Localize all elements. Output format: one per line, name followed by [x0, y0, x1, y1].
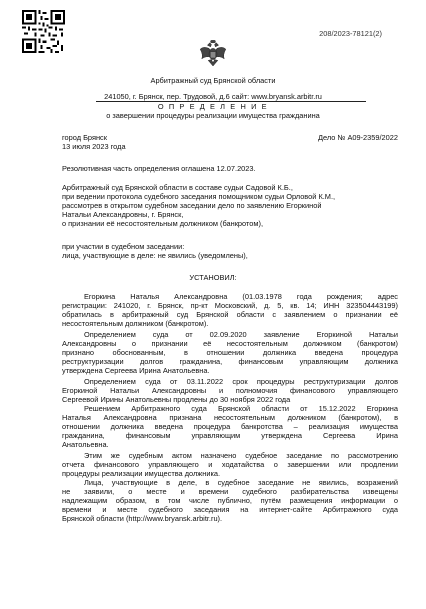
paragraph-line: Определением суда от 02.09.2020 заявление Егоркиной Натальи	[84, 330, 398, 339]
paragraph-line: Анатольевна.	[62, 440, 109, 449]
paragraph-line: не заявили, о месте и времени судебного разбирательства извещены	[62, 487, 398, 496]
paragraph	[62, 451, 398, 478]
paragraph-line: процедуры реализации имущества должника.	[62, 469, 221, 478]
attendance-line: при участии в судебном заседании:	[62, 242, 185, 251]
paragraph	[62, 292, 398, 328]
paragraph-line: Определением суда от 03.11.2022 срок процедуры реструктуризации долгов	[84, 377, 398, 386]
section-heading: УСТАНОВИЛ:	[189, 273, 237, 282]
court-name: Арбитражный суд Брянской области	[150, 76, 276, 85]
paragraph-line: Егоркиной Натальи Александровны и полномочия финансового управляющего	[62, 386, 398, 395]
document-number: 208/2023-78121(2)	[319, 29, 382, 38]
paragraph-line: реструктуризации долгов гражданина, финансовым управляющим должника	[62, 357, 398, 366]
paragraph	[62, 478, 398, 523]
coat-of-arms-icon	[197, 38, 229, 70]
paragraph-line: времени и месте судебного заседания на интернет-сайте Арбитражного суда	[62, 505, 398, 514]
paragraph-line: обратилась в арбитражный суд Брянской области с заявлением о признании её	[62, 310, 398, 319]
court-composition-line: Арбитражный суд Брянской области в составе судьи Садовой К.Б.,	[62, 183, 293, 192]
paragraph-line: Егоркина Наталья Александровна (01.03.1978 года рождения; адрес	[84, 292, 398, 301]
paragraph-line: Сергеевой Ирины Анатольевны продлены до 30 ноября 2022 года	[62, 395, 291, 404]
paragraph	[62, 330, 398, 375]
paragraph-line: Этим же судебным актом назначено судебное заседание по рассмотрению	[84, 451, 398, 460]
document-type: О П Р Е Д Е Л Е Н И Е	[157, 102, 269, 111]
paragraph	[62, 377, 398, 404]
document-subject: о завершении процедуры реализации имущества гражданина	[106, 111, 320, 120]
paragraph-line: Брянской области (http://www.bryansk.arbitr.ru).	[62, 514, 223, 523]
paragraph-line: отчета финансового управляющего и ходатайства о завершении или продлении	[62, 460, 398, 469]
paragraph-line: Наталья Александровна признана несостоятельным должником (банкротом), в	[62, 413, 398, 422]
court-address: 241050, г. Брянск, пер. Трудовой, д.6 сайт: www.bryansk.arbitr.ru	[104, 92, 322, 101]
attendance-line: лица, участвующие в деле: не явились (уведомлены),	[62, 251, 248, 260]
paragraph-line: отношении должника введена процедура банкротства – реализация имущества	[62, 422, 398, 431]
paragraph-line: Лица, участвующие в деле, в судебное заседание не явились, возражений	[84, 478, 398, 487]
paragraph-line: гражданина, финансовым управляющим утверждена Сергеева Ирина	[62, 431, 398, 440]
paragraph-line: признано обоснованным, в отношении должника введена процедура	[62, 348, 398, 357]
paragraph-line: регистрации: 241020, г. Брянск, пр-кт Московский, д. 5, кв. 14; ИНН 323504443199)	[62, 301, 398, 310]
document-date: 13 июля 2023 года	[62, 142, 126, 151]
paragraph-line: надлежащим образом, в том числе публично, путём размещения информации о	[62, 496, 398, 505]
court-composition-line: при ведении протокола судебного заседания помощником судьи Орловой К.М.,	[62, 192, 336, 201]
paragraph-line: утверждена Сергеева Ирина Анатольевна.	[62, 366, 210, 375]
operative-part-note: Резолютивная часть определения оглашена 12.07.2023.	[62, 164, 256, 173]
paragraph-line: Решением Арбитражного суда Брянской области от 15.12.2022 Егоркина	[84, 404, 398, 413]
court-composition-line: рассмотрев в открытом судебном заседании дело по заявлению Егоркиной	[62, 201, 322, 210]
city: город Брянск	[62, 133, 107, 142]
court-composition-line: Натальи Александровны, г. Брянск,	[62, 210, 184, 219]
case-number: Дело № А09-2359/2022	[318, 133, 398, 142]
qr-code	[22, 10, 65, 53]
paragraph-line: Александровны о признании её несостоятельным должником (банкротом)	[62, 339, 398, 348]
paragraph	[62, 404, 398, 449]
court-composition-line: о признании её несостоятельным должником (банкротом),	[62, 219, 264, 228]
paragraph-line: несостоятельным должником (банкротом).	[62, 319, 209, 328]
